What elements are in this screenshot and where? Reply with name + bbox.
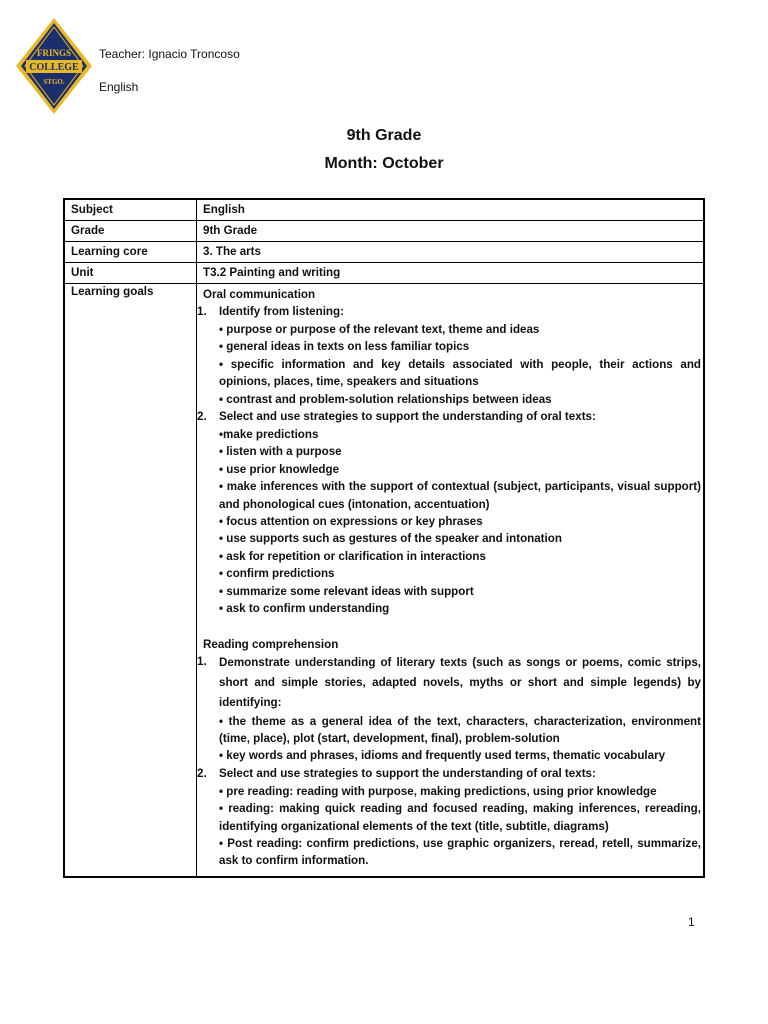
row-value: 9th Grade [197, 221, 705, 242]
row-label: Subject [64, 199, 197, 221]
item-number: 2. [197, 766, 207, 780]
item-text: Select and use strategies to support the understanding of oral texts: [219, 766, 596, 780]
table-row-goals [64, 284, 704, 877]
bullet-list [219, 713, 701, 765]
bullet-item: • key words and phrases, idioms and frequently used terms, thematic vocabulary [219, 749, 666, 763]
bullet-list [219, 321, 701, 408]
row-label: Learning goals [64, 284, 197, 877]
bullet-item: • purpose or purpose of the relevant text, theme and ideas [219, 323, 540, 336]
table-row [64, 221, 704, 242]
title-block [0, 122, 768, 178]
table-row [64, 199, 704, 221]
logo-text-college: COLLEGE [29, 62, 79, 73]
logo-text-stgo: STGO. [43, 78, 65, 86]
planning-table [63, 198, 705, 878]
item-text: Select and use strategies to support the understanding of oral texts: [219, 410, 596, 424]
row-label: Grade [64, 221, 197, 242]
row-value: English [197, 199, 705, 221]
header-subject: English [99, 80, 139, 94]
row-label: Learning core [64, 242, 197, 263]
bullet-item: • reading: making quick reading and focused reading, making inferences, rereading, identifying organizational elements of the text (title, subtitle, diagrams) [219, 802, 701, 833]
bullet-item: • ask for repetition or clarification in interactions [219, 549, 486, 563]
bullet-item: • ask to confirm understanding [219, 602, 390, 616]
bullet-list [219, 426, 701, 617]
bullet-item: • pre reading: reading with purpose, making predictions, using prior knowledge [219, 784, 657, 798]
bullet-item: • Post reading: confirm predictions, use graphic organizers, reread, retell, summarize, ask to confirm information. [219, 836, 701, 868]
page-number: 1 [688, 915, 695, 929]
bullet-item: • the theme as a general idea of the text, characters, characterization, environment (time, place), plot (start, development, final), problem-solution [219, 714, 701, 745]
item-text: Demonstrate understanding of literary texts (such as songs or poems, comic strips, short and simple stories, adapted novels, myths or short and simple legends) by identifying: [219, 655, 701, 709]
bullet-item: • use prior knowledge [219, 462, 340, 476]
bullet-item: • confirm predictions [219, 567, 335, 581]
grade-title: 9th Grade [346, 127, 422, 144]
month-title: Month: October [324, 155, 444, 172]
row-label: Unit [64, 263, 197, 284]
teacher-name: Teacher: Ignacio Troncoso [99, 47, 240, 61]
learning-goals-cell [197, 284, 705, 877]
reading-comprehension-title: Reading comprehension [203, 637, 339, 651]
oral-communication-title: Oral communication [203, 288, 316, 301]
bullet-item: • make inferences with the support of contextual (subject, participants, visual support) and phonological cues (intonation, accentuation) [219, 480, 701, 511]
table-row [64, 263, 704, 284]
item-text-wrap [219, 653, 701, 713]
item-number: 1. [197, 654, 207, 668]
item-text: Identify from listening: [219, 305, 344, 318]
bullet-item: • listen with a purpose [219, 445, 342, 459]
header-info [99, 47, 240, 94]
row-value: T3.2 Painting and writing [197, 263, 705, 284]
bullet-item: • summarize some relevant ideas with support [219, 584, 474, 598]
bullet-item: • contrast and problem-solution relationships between ideas [219, 392, 552, 406]
bullet-item: •make predictions [219, 428, 319, 442]
logo-text-frings: FRINGS [36, 48, 72, 58]
table-row [64, 242, 704, 263]
item-number: 1. [197, 305, 207, 318]
row-value: 3. The arts [197, 242, 705, 263]
bullet-list [219, 783, 701, 870]
bullet-item: • use supports such as gestures of the speaker and intonation [219, 532, 562, 546]
bullet-item: • general ideas in texts on less familiar topics [219, 340, 470, 354]
school-logo [14, 16, 94, 116]
numbered-item [197, 303, 701, 321]
numbered-item [197, 765, 701, 783]
numbered-item [197, 653, 701, 713]
bullet-item: • focus attention on expressions or key phrases [219, 515, 483, 529]
bullet-item: • specific information and key details associated with people, their actions and opinions, places, time, speakers and situations [219, 357, 701, 389]
numbered-item [197, 408, 701, 426]
item-number: 2. [197, 410, 207, 424]
section-spacer [203, 618, 701, 636]
